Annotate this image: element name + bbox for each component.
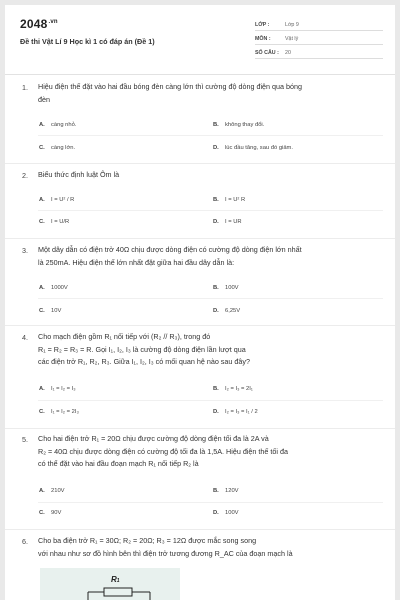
option-divider (38, 400, 383, 401)
option-text: càng nhỏ. (51, 122, 77, 128)
question-line: Một dây dẫn có điện trở 40Ω chịu được dòng điện có cường độ dòng điện lớn nhất (38, 245, 302, 254)
logo-domain: .vn (48, 19, 58, 25)
option-b[interactable] (213, 386, 253, 392)
question-number: 1. (22, 83, 28, 92)
question-divider (5, 325, 395, 326)
option-text: I = U/R (51, 219, 70, 225)
header-divider (5, 74, 395, 75)
question-line: R₂ = 40Ω chịu được dòng điện có cường độ tối đa là 1,5A. Hiệu điện thế tối đa (38, 446, 288, 456)
option-key: D. (213, 409, 219, 415)
option-text: 6,25V (225, 308, 241, 314)
option-b[interactable] (213, 122, 264, 128)
option-text: càng lớn. (51, 145, 76, 151)
option-c[interactable] (39, 219, 69, 225)
option-text: I₁ = I₂ = 2I₃ (51, 409, 79, 415)
option-text: I = U² / R (51, 197, 75, 203)
option-key: C. (39, 409, 45, 415)
option-key: C. (39, 510, 45, 516)
option-b[interactable] (213, 488, 239, 494)
option-text: 10V (51, 308, 62, 314)
question-number: 6. (22, 537, 28, 546)
meta-value: 20 (285, 49, 291, 56)
option-key: C. (39, 308, 45, 314)
option-text: 100V (225, 510, 239, 516)
meta-value: Lớp 9 (285, 21, 299, 28)
option-d[interactable] (213, 409, 258, 415)
option-key: C. (39, 145, 45, 151)
option-text: không thay đổi. (225, 122, 265, 128)
option-key: D. (213, 308, 219, 314)
question-line: Cho mạch điện gồm R₁ nối tiếp với (R₂ // R₃), trong đó (38, 332, 211, 341)
question-text (38, 433, 383, 471)
question-divider (5, 428, 395, 429)
option-text: 210V (51, 488, 65, 494)
question-line: với nhau như sơ đồ hình bên thì điện trở tương đương R_AC của đoạn mạch là (38, 548, 293, 558)
question-number: 2. (22, 171, 28, 180)
circuit-diagram-icon (40, 568, 180, 600)
question-line: các điện trở R₁, R₂, R₃. Giữa I₁, I₂, I₃ có mối quan hệ nào sau đây? (38, 357, 250, 366)
question-divider (5, 529, 395, 530)
option-key: A. (39, 386, 45, 392)
question-line: Cho ba điện trở R₁ = 30Ω; R₂ = 20Ω; R₃ = 12Ω được mắc song song (38, 536, 257, 545)
question-text (38, 169, 383, 182)
option-text: lúc đầu tăng, sau đó giảm. (225, 145, 293, 151)
option-c[interactable] (39, 409, 79, 415)
option-a[interactable] (39, 386, 76, 392)
option-text: I = UR (225, 219, 242, 225)
option-key: A. (39, 122, 45, 128)
question-line: là 250mA. Hiệu điện thế lớn nhất đặt giữa hai đầu dây dẫn là: (38, 257, 235, 267)
option-key: A. (39, 488, 45, 494)
option-key: D. (213, 219, 219, 225)
question-divider (5, 163, 395, 164)
option-key: B. (213, 122, 219, 128)
question-text (38, 244, 383, 269)
option-key: B. (213, 488, 219, 494)
meta-row-count (255, 47, 383, 59)
option-d[interactable] (213, 219, 242, 225)
option-a[interactable] (39, 197, 74, 203)
option-b[interactable] (213, 197, 245, 203)
option-key: B. (213, 197, 219, 203)
question-text (38, 331, 383, 369)
option-text: I₂ = I₃ = 2I₁ (225, 386, 253, 392)
question-text (38, 81, 383, 106)
option-text: 90V (51, 510, 62, 516)
option-a[interactable] (39, 488, 65, 494)
meta-label: SỐ CÂU : (255, 49, 279, 56)
question-number: 4. (22, 333, 28, 342)
option-divider (38, 210, 383, 211)
meta-row-class (255, 19, 383, 31)
document-page (5, 5, 395, 600)
option-c[interactable] (39, 510, 61, 516)
option-key: C. (39, 219, 45, 225)
question-text (38, 535, 383, 560)
exam-header (5, 5, 395, 73)
option-key: B. (213, 285, 219, 291)
resistor-label: R1 (111, 575, 120, 584)
question-divider (5, 238, 395, 239)
logo-text: 2048 (20, 17, 48, 31)
option-divider (38, 298, 383, 299)
option-d[interactable] (213, 308, 240, 314)
option-text: 120V (225, 488, 239, 494)
question-line: đèn (38, 94, 50, 104)
question-number: 3. (22, 246, 28, 255)
option-d[interactable] (213, 145, 293, 151)
option-key: A. (39, 285, 45, 291)
option-text: 100V (225, 285, 239, 291)
meta-row-subject (255, 33, 383, 45)
option-c[interactable] (39, 145, 75, 151)
question-number: 5. (22, 435, 28, 444)
option-key: D. (213, 145, 219, 151)
option-text: I₁ = I₂ = I₃ (51, 386, 76, 392)
option-a[interactable] (39, 285, 68, 291)
exam-title: Đề thi Vật Lí 9 Học kì 1 có đáp án (Đề 1) (20, 37, 155, 46)
meta-label: LỚP : (255, 21, 270, 28)
option-divider (38, 502, 383, 503)
question-line: Cho hai điện trở R₁ = 20Ω chịu được cường độ dòng điện tối đa là 2A và (38, 434, 269, 443)
meta-value: Vật lý (285, 35, 299, 42)
exam-meta (255, 19, 383, 61)
site-logo[interactable] (20, 17, 58, 31)
option-text: 1000V (51, 285, 68, 291)
option-key: D. (213, 510, 219, 516)
option-d[interactable] (213, 510, 239, 516)
option-c[interactable] (39, 308, 61, 314)
option-text: I = U² R (225, 197, 246, 203)
option-text: I₂ = I₃ = I₁ / 2 (225, 409, 258, 415)
option-b[interactable] (213, 285, 239, 291)
question-line: có thể đặt vào hai đầu đoạn mạch R₁ nối tiếp R₂ là (38, 459, 199, 468)
option-key: B. (213, 386, 219, 392)
option-key: A. (39, 197, 45, 203)
question-line: Biểu thức định luật Ôm là (38, 170, 120, 179)
option-divider (38, 135, 383, 136)
question-line: R₁ = R₂ = R₃ = R. Gọi I₁, I₂, I₃ là cường độ dòng điện lần lượt qua (38, 344, 246, 354)
meta-label: MÔN : (255, 35, 271, 42)
question-line: Hiệu điện thế đặt vào hai đầu bóng đèn càng lớn thì cường độ dòng điện qua bóng (38, 82, 303, 91)
option-a[interactable] (39, 122, 76, 128)
circuit-figure (40, 568, 180, 600)
